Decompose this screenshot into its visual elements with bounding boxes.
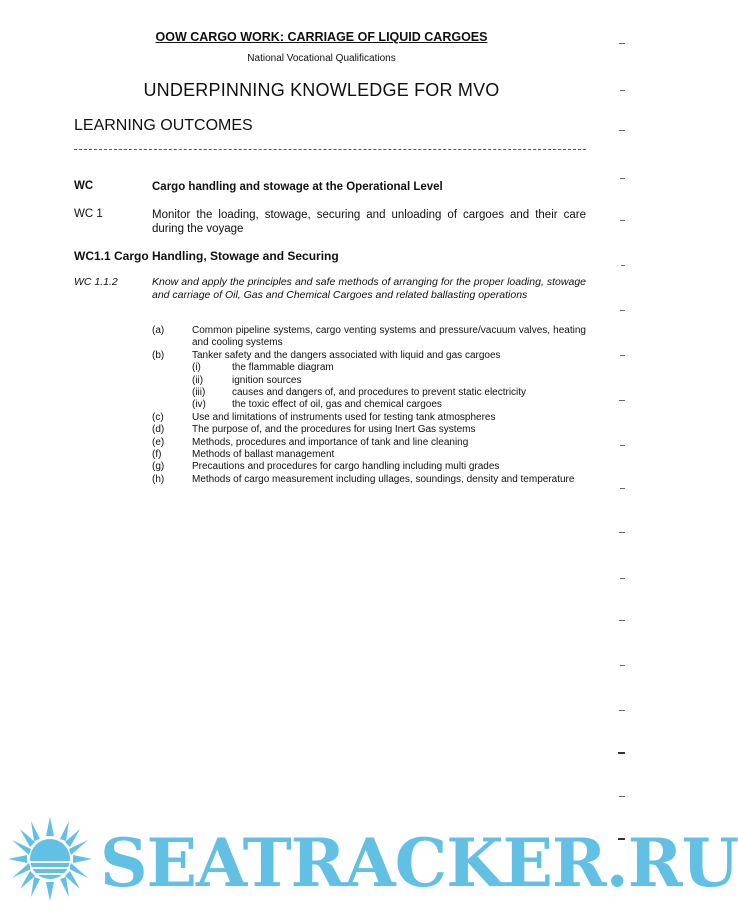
criterion-code: WC 1.1.2	[74, 276, 118, 288]
scan-mark	[620, 178, 625, 179]
scan-mark	[620, 445, 625, 446]
sub-list-item: (i) the flammable diagram	[192, 362, 334, 374]
scan-mark	[620, 90, 625, 91]
element-code: WC 1	[74, 208, 103, 220]
main-heading: UNDERPINNING KNOWLEDGE FOR MVO	[143, 80, 500, 100]
unit-title: Cargo handling and stowage at the Operational Level	[152, 181, 443, 193]
scan-mark	[619, 532, 625, 533]
scan-mark	[620, 578, 625, 579]
unit-code: WC	[74, 180, 94, 192]
sub-list-item: (ii) ignition sources	[192, 374, 302, 386]
scan-mark	[619, 620, 625, 621]
list-item: (d) The purpose of, and the procedures for using Inert Gas systems	[152, 424, 476, 436]
watermark-text: SEATRACKER.RU	[100, 824, 738, 902]
sub-list-item: (iii) causes and dangers of, and procedures to prevent static electricity	[192, 387, 527, 399]
list-item: (c) Use and limitations of instruments used for testing tank atmospheres	[152, 411, 496, 423]
scan-mark	[620, 310, 625, 311]
scan-mark	[619, 130, 625, 131]
section-heading: LEARNING OUTCOMES	[74, 117, 253, 134]
element-text: Monitor the loading, stowage, securing and unloading of cargoes and their care during the voyage	[152, 209, 586, 235]
scan-mark	[620, 220, 625, 221]
scan-mark	[620, 488, 625, 489]
list-item: (b) Tanker safety and the dangers associated with liquid and gas cargoes	[152, 349, 501, 361]
criterion-text: Know and apply the principles and safe methods of arranging for the proper loading, stowage and carriage of Oil, Gas and Chemical Cargoes and related ballasting operations	[152, 276, 586, 301]
subheading: WC1.1 Cargo Handling, Stowage and Securing	[74, 249, 339, 263]
sub-list-item: (iv) the toxic effect of oil, gas and chemical cargoes	[192, 399, 442, 411]
list-item: (f) Methods of ballast management	[152, 449, 335, 461]
list-item: (e) Methods, procedures and importance of tank and line cleaning	[152, 436, 469, 448]
scan-mark	[619, 43, 625, 44]
knowledge-list	[152, 325, 586, 486]
divider	[74, 149, 586, 150]
scan-mark	[620, 665, 625, 666]
document-subtitle: National Vocational Qualifications	[247, 53, 396, 64]
list-item: (a) Common pipeline systems, cargo venting systems and pressure/vacuum valves, heating and cooling systems	[152, 325, 586, 349]
list-item: (h) Methods of cargo measurement including ullages, soundings, density and temperature	[152, 473, 575, 485]
scan-mark	[619, 796, 625, 797]
document-title: OOW CARGO WORK: CARRIAGE OF LIQUID CARGOES	[155, 30, 488, 44]
scan-mark	[621, 265, 625, 266]
scan-mark	[619, 710, 625, 711]
scan-mark	[619, 400, 625, 401]
scan-mark	[618, 752, 625, 754]
list-item: (g) Precautions and procedures for cargo handling including multi grades	[152, 461, 500, 473]
scan-mark	[620, 355, 625, 356]
